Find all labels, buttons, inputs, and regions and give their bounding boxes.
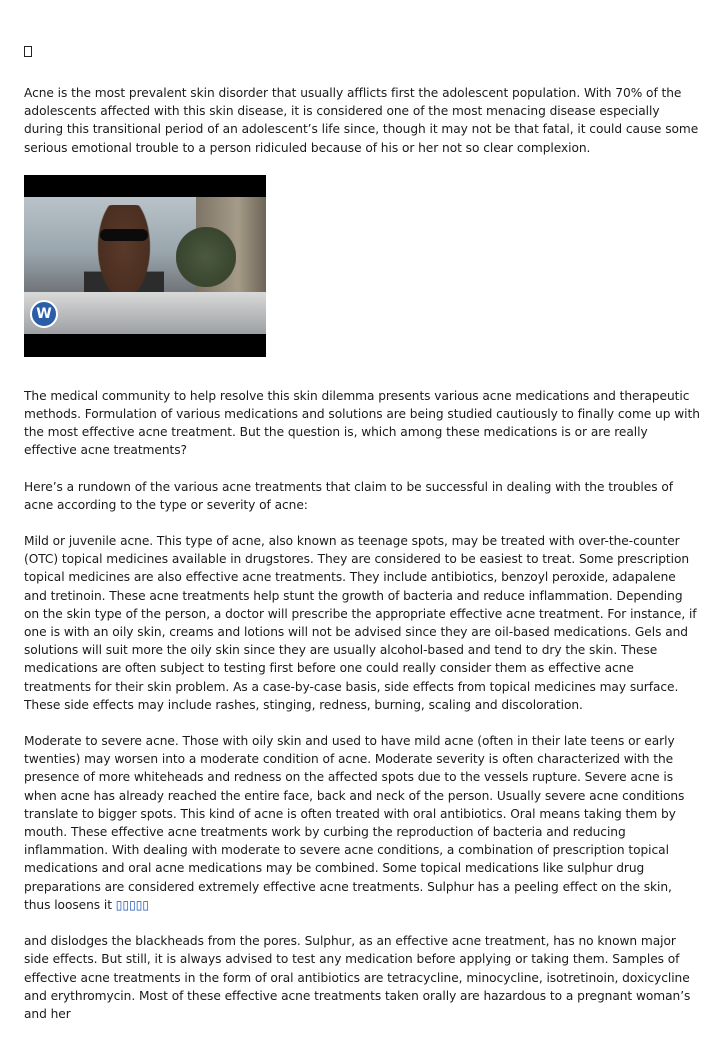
paragraph-moderate-acne [24, 732, 700, 914]
paragraph-sulphur: and dislodges the blackheads from the pores. Sulphur, as an effective acne treatment, has no known major side effects. But still, it is always advised to test any medication before applying or taking them. Samples of effective acne treatments in the form of oral antibiotics are tetracycline, minocycline, isotretinoin, doxicycline and erythromycin. Most of these effective acne treatments taken orally are hazardous to a pregnant woman’s and her [24, 934, 691, 1021]
paragraph-mild-acne: Mild or juvenile acne. This type of acne, also known as teenage spots, may be treated with over-the-counter (OTC) topical medicines available in drugstores. They are considered to be easiest to treat. Some prescription topical medicines are also effective acne treatments. They include antibiotics, benzoyl peroxide, adapalene and tretinoin. These acne treatments help stunt the growth of bacteria and reduce inflammation. Depending on the skin type of the person, a doctor will prescribe the appropriate effective acne treatment. For instance, if one is with an oily skin, creams and lotions will not be advised since they are oil-based medications. Gels and solutions will suit more the oily skin since they are usually alcohol-based and tend to dry the skin. These medications are often subject to testing first before one could really consider them as effective acne treatments for their skin problem. As a case-by-case basis, side effects from topical medicines may surface. These side effects may include rashes, stinging, redness, burning, scaling and discoloration. [24, 534, 697, 712]
paragraph-medical-community: The medical community to help resolve this skin dilemma presents various acne medications and therapeutic methods. Formulation of various medications and solutions are being studied cautiously to finally come up with the most effective acne treatment. But the question is, which among these medications is or are really effective acne treatments? [24, 388, 700, 458]
article-body [24, 84, 700, 1041]
inline-link[interactable]: ▯▯▯▯▯ [115, 897, 150, 912]
video-trees [176, 227, 236, 287]
video-frame [24, 197, 266, 334]
video-car-roof [24, 292, 266, 334]
paragraph-intro: Acne is the most prevalent skin disorder that usually afflicts first the adolescent population. With 70% of the adolescents affected with this skin disease, it is considered one of the most menacing disease especially during this transitional period of an adolescent’s life since, though it may not be that fatal, it could cause some serious emotional trouble to a person ridiculed because of his or her not so clear complexion. [24, 86, 699, 155]
paragraph-rundown: Here’s a rundown of the various acne treatments that claim to be successful in dealing with the troubles of acne according to the type or severity of acne: [24, 479, 673, 512]
warner-logo-icon: W [30, 300, 58, 328]
missing-glyph-icon [24, 46, 32, 57]
paragraph-moderate-acne-text: Moderate to severe acne. Those with oily skin and used to have mild acne (often in their late teens or early twenties) may worsen into a moderate condition of acne. Moderate severity is often characterized with the presence of more whiteheads and redness on the affected spots due to the vessels rupture. Severe acne is when acne has already reached the entire face, back and neck of the person. Usually severe acne conditions translate to bigger spots. This kind of acne is often treated with oral antibiotics. Oral means taking them by mouth. These effective acne treatments work by curbing the reproduction of bacteria and reducing inflammation. With dealing with moderate to severe acne conditions, a combination of prescription topical medications and oral acne medications may be combined. Some topical medications like sulphur drug preparations are considered extremely effective acne treatments. Sulphur has a peeling effect on the skin, thus loosens it [24, 734, 685, 912]
embedded-video-thumbnail[interactable] [24, 175, 266, 357]
video-sunglasses [100, 229, 148, 241]
